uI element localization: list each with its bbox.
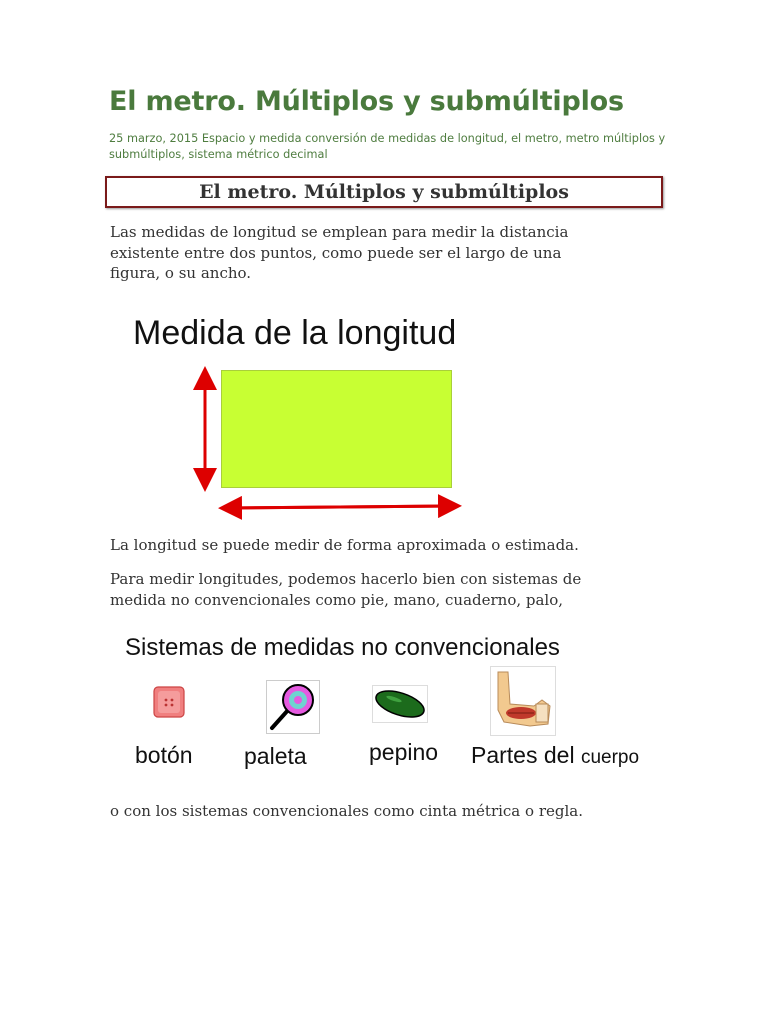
- label-paleta: paleta: [244, 743, 307, 769]
- page-title: El metro. Múltiplos y submúltiplos: [109, 86, 624, 117]
- post-date[interactable]: 25 marzo, 2015: [109, 132, 199, 145]
- tag-link[interactable]: el metro: [511, 132, 559, 145]
- paragraph-no-convencionales: [110, 569, 650, 610]
- intro-line: existente entre dos puntos, como puede ser el largo de una: [110, 243, 562, 262]
- tag-link[interactable]: sistema métrico decimal: [188, 148, 328, 161]
- label-boton: botón: [135, 742, 193, 768]
- paragraph-line: Para medir longitudes, podemos hacerlo bien con sistemas de: [110, 570, 582, 588]
- label-pepino: pepino: [369, 739, 439, 765]
- post-category[interactable]: Espacio y medida: [201, 132, 302, 145]
- paragraph-estimada: La longitud se puede medir de forma aproximada o estimada.: [110, 536, 579, 554]
- label-partes-del: [471, 742, 639, 769]
- figure-title-sistemas: Sistemas de medidas no convencionales: [125, 634, 560, 661]
- tag-link[interactable]: conversión de medidas de longitud: [305, 132, 504, 145]
- intro-line: figura, o su ancho.: [110, 264, 252, 282]
- intro-line: Las medidas de longitud se emplean para medir la distancia: [110, 223, 569, 241]
- section-title-box: El metro. Múltiplos y submúltiplos: [105, 176, 663, 208]
- horizontal-arrow-reverse: [230, 506, 450, 508]
- lollipop-icon: [266, 680, 320, 734]
- figure-title-longitud: Medida de la longitud: [133, 314, 457, 352]
- arm-icon: [490, 666, 556, 736]
- cucumber-icon: [372, 685, 428, 723]
- paragraph-convencionales: o con los sistemas convencionales como cinta métrica o regla.: [110, 802, 583, 820]
- button-icon: [153, 686, 185, 718]
- tag-link[interactable]: metro múltiplos y submúltiplos: [109, 132, 666, 161]
- post-meta: 25 marzo, 2015 Espacio y medida conversión de medidas de longitud, el metro, metro múltiplos y submúltiplos, sistema métrico decimal: [109, 132, 666, 161]
- label-cuerpo: cuerpo: [580, 747, 640, 768]
- label-partes-del-main: Partes del: [471, 742, 575, 768]
- paragraph-line: medida no convencionales como pie, mano, cuaderno, palo,: [110, 590, 564, 609]
